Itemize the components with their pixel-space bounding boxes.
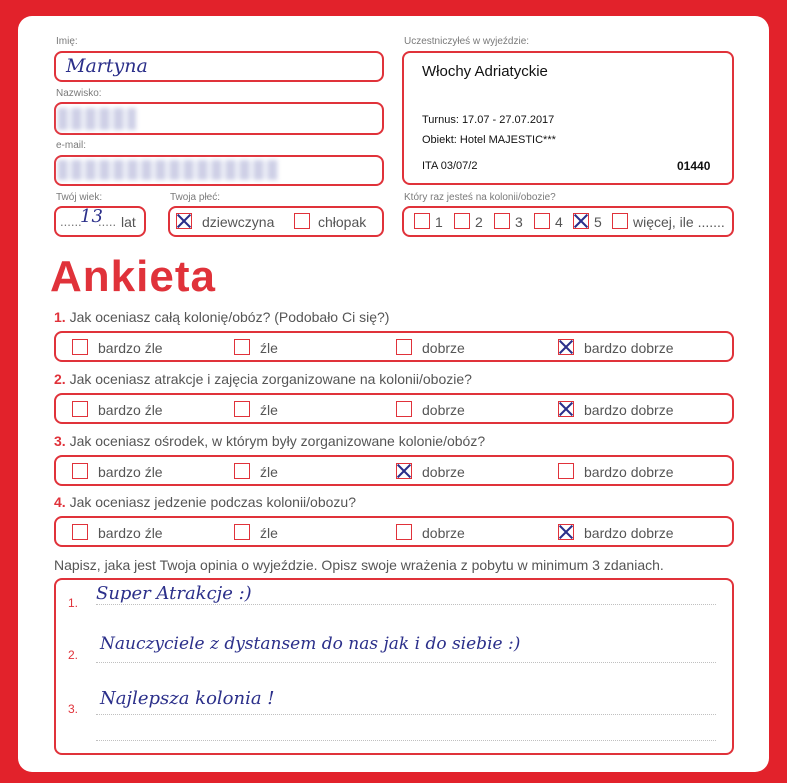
question-1-option-4: bardzo dobrze [584,340,674,356]
trip-destination: Włochy Adriatyckie [422,63,548,80]
opinion-line-1-rule [96,604,716,605]
question-1-checkbox-1[interactable] [72,339,88,355]
question-1-option-2: źle [260,340,278,356]
question-1 [54,309,389,325]
question-3-option-4: bardzo dobrze [584,464,674,480]
opinion-line-1-num: 1. [68,596,79,610]
gender-checkbox-boy[interactable] [294,213,310,229]
trip-number: 01440 [677,159,711,173]
question-4-option-1: bardzo źle [98,525,163,541]
question-1-text: Jak oceniasz całą kolonię/obóz? (Podobało Ci się?) [69,309,390,325]
question-1-option-1: bardzo źle [98,340,163,356]
question-2-checkbox-2[interactable] [234,401,250,417]
opinion-prompt: Napisz, jaka jest Twoja opinia o wyjeździe. Opisz swoje wrażenia z pobytu w minimum 3 zdaniach. [54,557,664,573]
question-3-checkbox-4[interactable] [558,463,574,479]
age-value: 13 [80,206,103,227]
question-4-option-2: źle [260,525,278,541]
name-label: Imię: [56,36,78,47]
opinion-line-3-text: Najlepsza kolonia ! [100,688,275,709]
email-redacted [58,160,278,180]
question-1-checkbox-2[interactable] [234,339,250,355]
trip-code: ITA 03/07/2 [422,160,478,172]
question-3 [54,433,485,449]
times-option-5: 5 [594,214,602,230]
question-3-number: 3. [54,433,66,449]
question-2-option-4: bardzo dobrze [584,402,674,418]
times-option-more: więcej, ile ....... [633,214,725,230]
times-label: Który raz jesteś na kolonii/obozie? [404,192,556,203]
gender-option-boy: chłopak [318,214,367,230]
opinion-line-2-text: Nauczyciele z dystansem do nas jak i do siebie :) [100,634,521,654]
question-3-option-1: bardzo źle [98,464,163,480]
gender-label: Twoja płeć: [170,192,221,203]
opinion-line-4-rule [96,740,716,741]
question-3-option-2: źle [260,464,278,480]
question-2-checkbox-4[interactable] [558,401,574,417]
age-label: Twój wiek: [56,192,103,203]
times-option-1: 1 [435,214,443,230]
question-2-option-2: źle [260,402,278,418]
age-dots-before: ...... [60,214,82,229]
times-checkbox-more[interactable] [612,213,628,229]
question-2-checkbox-3[interactable] [396,401,412,417]
times-option-2: 2 [475,214,483,230]
question-1-option-3: dobrze [422,340,465,356]
question-4 [54,494,356,510]
question-4-checkbox-4[interactable] [558,524,574,540]
question-3-checkbox-1[interactable] [72,463,88,479]
question-3-text: Jak oceniasz ośrodek, w którym były zorganizowane kolonie/obóz? [69,433,486,449]
question-4-option-4: bardzo dobrze [584,525,674,541]
question-4-checkbox-1[interactable] [72,524,88,540]
times-option-4: 4 [555,214,563,230]
times-checkbox-2[interactable] [454,213,470,229]
opinion-line-2-num: 2. [68,648,79,662]
opinion-line-3-num: 3. [68,702,79,716]
question-4-number: 4. [54,494,66,510]
question-2-option-1: bardzo źle [98,402,163,418]
question-1-number: 1. [54,309,66,325]
times-checkbox-5[interactable] [573,213,589,229]
question-1-checkbox-4[interactable] [558,339,574,355]
question-2-number: 2. [54,371,66,387]
question-2-text: Jak oceniasz atrakcje i zajęcia zorganizowane na kolonii/obozie? [69,371,472,387]
question-3-checkbox-3[interactable] [396,463,412,479]
gender-checkbox-girl[interactable] [176,213,192,229]
times-checkbox-4[interactable] [534,213,550,229]
name-value: Martyna [66,55,148,77]
trip-turnus: Turnus: 17.07 - 27.07.2017 [422,114,555,126]
trip-label: Uczestniczyłeś w wyjeździe: [404,36,530,47]
question-2 [54,371,472,387]
question-1-checkbox-3[interactable] [396,339,412,355]
age-dots-after: ..... [98,214,117,229]
question-4-checkbox-2[interactable] [234,524,250,540]
times-checkbox-3[interactable] [494,213,510,229]
surname-label: Nazwisko: [56,88,102,99]
opinion-line-2-rule [96,662,716,663]
question-4-text: Jak oceniasz jedzenie podczas kolonii/obozu? [69,494,356,510]
question-2-checkbox-1[interactable] [72,401,88,417]
gender-option-girl: dziewczyna [202,214,275,230]
surname-redacted [58,108,136,130]
question-4-option-3: dobrze [422,525,465,541]
question-4-checkbox-3[interactable] [396,524,412,540]
question-3-option-3: dobrze [422,464,465,480]
times-option-3: 3 [515,214,523,230]
question-2-option-3: dobrze [422,402,465,418]
age-unit: lat [121,214,136,230]
opinion-line-3-rule [96,714,716,715]
survey-title: Ankieta [50,252,216,301]
question-3-checkbox-2[interactable] [234,463,250,479]
opinion-line-1-text: Super Atrakcje :) [96,583,252,604]
times-checkbox-1[interactable] [414,213,430,229]
trip-object: Obiekt: Hotel MAJESTIC*** [422,134,556,146]
email-label: e-mail: [56,140,87,151]
